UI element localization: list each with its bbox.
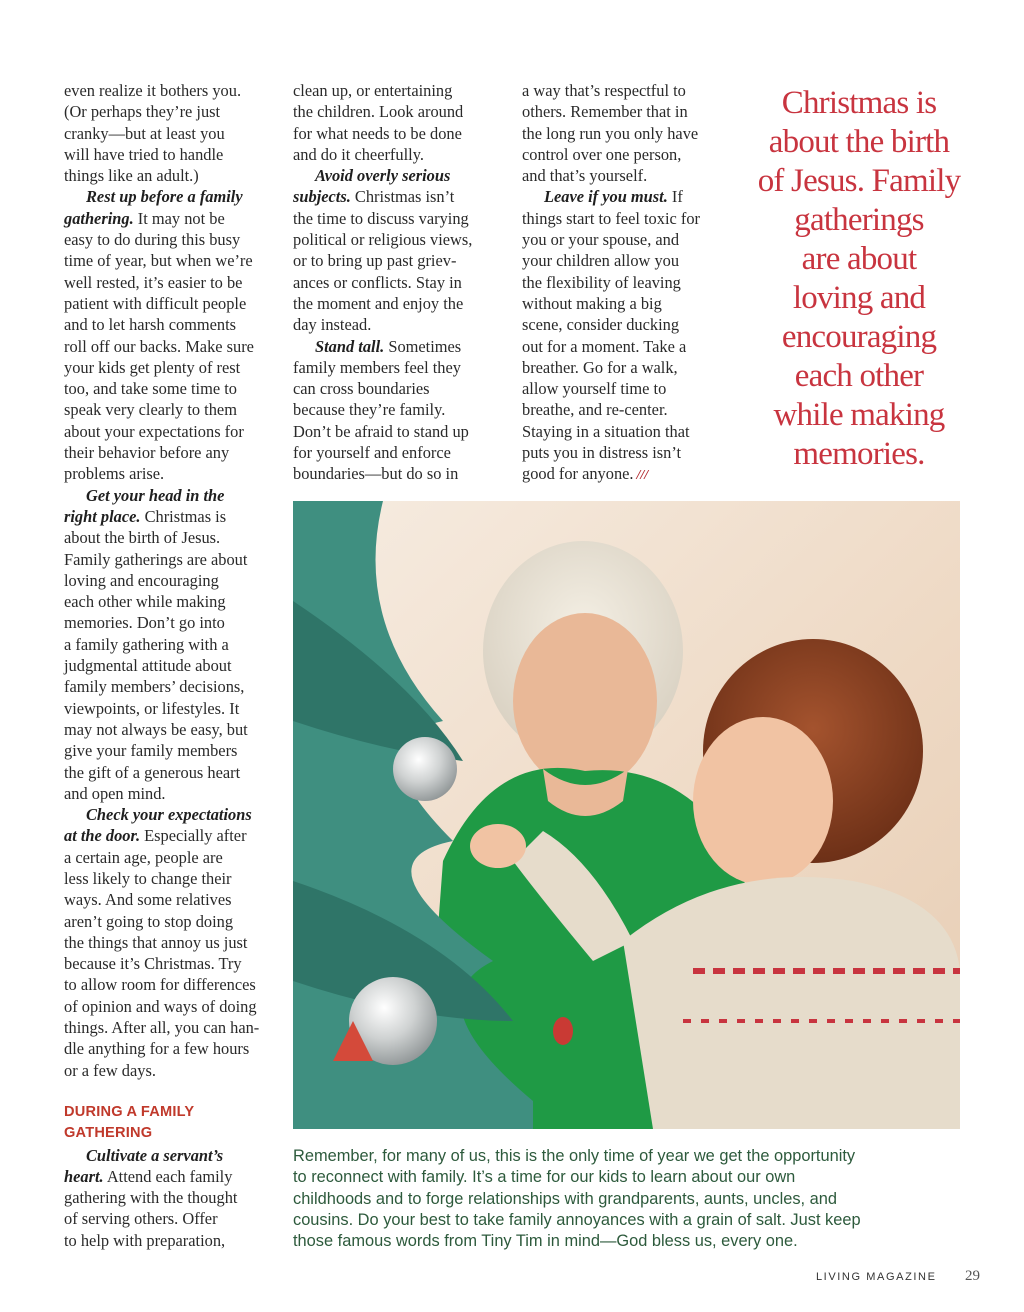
body-line: ways. And some relatives (64, 890, 232, 910)
body-line: ances or conflicts. Stay in (293, 272, 462, 292)
body-line: allow yourself time to (522, 379, 667, 399)
body-line: dle anything for a few hours (64, 1039, 250, 1059)
body-line: and open mind. (64, 783, 166, 803)
body-line: to help with preparation, (64, 1230, 226, 1250)
spacer (64, 1081, 278, 1102)
body-line: things start to feel toxic for (522, 208, 700, 228)
pull-quote-line: encouraging (781, 319, 937, 355)
body-line: the flexibility of leaving (522, 272, 681, 292)
pull-quote-line: loving and (792, 280, 926, 316)
body-text: Christmas isn’t (350, 187, 455, 207)
body-line: and that’s yourself. (522, 166, 648, 186)
pull-quote-line: about the birth (768, 124, 950, 160)
body-line: and do it cheerfully. (293, 144, 424, 164)
caption-line: Remember, for many of us, this is the only time of year we get the opportunity (293, 1147, 856, 1165)
body-line: their behavior before any (64, 443, 230, 463)
body-line: scene, consider ducking (522, 315, 680, 335)
caption-line: to reconnect with family. It’s a time for our kids to learn about our own (293, 1168, 796, 1187)
body-line: memories. Don’t go into (64, 613, 225, 633)
subhead-servant: Cultivate a servant’s (86, 1145, 224, 1165)
body-line: Staying in a situation that (522, 421, 690, 441)
subhead-stand: Stand tall. (315, 336, 385, 356)
body-text: Especially after (140, 826, 247, 846)
body-text: good for anyone. (522, 464, 634, 484)
body-line: even realize it bothers you. (64, 81, 242, 100)
body-line: may not always be easy, but (64, 719, 248, 739)
caption-line: those famous words from Tiny Tim in mind—God bless us, every one. (293, 1232, 798, 1251)
body-text: If (667, 187, 683, 207)
body-line (293, 186, 505, 207)
body-line (64, 208, 278, 229)
pull-quote-line: each other (794, 358, 924, 394)
body-line: family members’ decisions, (64, 677, 245, 697)
body-line: a way that’s respectful to (522, 81, 686, 100)
body-line: breather. Go for a walk, (522, 357, 678, 377)
subhead-avoid-cont: subjects. (293, 187, 351, 207)
subhead-leave: Leave if you must. (544, 187, 668, 207)
body-line: problems arise. (64, 464, 165, 484)
body-text: Attend each family (103, 1166, 233, 1186)
pull-quote-line: are about (801, 241, 917, 277)
body-line: roll off our backs. Make sure (64, 336, 254, 356)
pull-quote-line: while making (773, 397, 945, 433)
page-footer (816, 1268, 980, 1286)
subhead-rest-up: Rest up before a family (86, 187, 243, 207)
subhead-line (64, 186, 278, 207)
body-line: less likely to change their (64, 868, 232, 888)
body-line: family members feel they (293, 357, 461, 377)
body-line: give your family members (64, 741, 238, 761)
article-column-3 (522, 80, 736, 487)
body-line: things like an adult.) (64, 166, 199, 186)
body-line: because they’re family. (293, 400, 446, 420)
subhead-line (64, 804, 278, 825)
body-line (293, 336, 505, 357)
body-line: viewpoints, or lifestyles. It (64, 698, 240, 718)
section-heading: DURING A FAMILY (64, 1103, 195, 1120)
body-line: patient with difficult people (64, 293, 247, 313)
body-line: Don’t be afraid to stand up (293, 421, 469, 441)
subhead-check-cont: at the door. (64, 826, 141, 846)
body-line: each other while making (64, 592, 226, 612)
body-line: for what needs to be done (293, 123, 462, 143)
subhead-avoid: Avoid overly serious (315, 166, 451, 186)
body-line (522, 186, 736, 207)
body-line: can cross boundaries (293, 379, 430, 399)
subhead-head-right-cont: right place. (64, 506, 141, 526)
body-line (64, 825, 278, 846)
article-column-1 (64, 80, 278, 1251)
body-text: Sometimes (384, 336, 462, 356)
body-line: easy to do during this busy (64, 230, 241, 250)
body-line: time of year, but when we’re (64, 251, 253, 271)
body-line: the long run you only have (522, 123, 699, 143)
body-line: loving and encouraging (64, 570, 219, 590)
subhead-line (293, 165, 505, 186)
body-line: will have tried to handle (64, 144, 224, 164)
body-line: the children. Look around (293, 102, 464, 122)
body-line: cranky—but at least you (64, 123, 225, 143)
body-line: boundaries—but do so in (293, 464, 459, 484)
christmas-tree-photo (293, 501, 960, 1129)
body-line: the moment and enjoy the (293, 293, 464, 313)
body-line: puts you in distress isn’t (522, 443, 682, 463)
subhead-line (64, 485, 278, 506)
body-line: out for a moment. Take a (522, 336, 687, 356)
body-line: aren’t going to stop doing (64, 911, 234, 931)
body-line: your kids get plenty of rest (64, 357, 241, 377)
pull-quote-line: memories. (793, 436, 925, 472)
section-heading-cont: GATHERING (64, 1125, 153, 1142)
article-column-2 (293, 80, 505, 485)
body-line: you or your spouse, and (522, 230, 680, 250)
end-mark: /// (636, 468, 649, 484)
body-text: It may not be (133, 208, 225, 228)
caption-line: childhoods and to forge relationships with grandparents, aunts, uncles, and (293, 1189, 837, 1208)
body-line: and to let harsh comments (64, 315, 237, 335)
body-line: judgmental attitude about (64, 656, 232, 676)
body-line: the time to discuss varying (293, 208, 469, 228)
subhead-check: Check your expectations (86, 805, 252, 825)
pull-quote-line: of Jesus. Family (757, 163, 961, 199)
body-line: Family gatherings are about (64, 549, 248, 569)
body-line: (Or perhaps they’re just (64, 102, 221, 122)
body-line (64, 506, 278, 527)
body-line: your children allow you (522, 251, 680, 271)
subhead-line (64, 1145, 278, 1166)
body-line: things. After all, you can han- (64, 1018, 260, 1038)
body-line: the things that annoy us just (64, 932, 248, 952)
body-line: a certain age, people are (64, 847, 223, 867)
photo-caption (293, 1146, 973, 1252)
body-line: breathe, and re-center. (522, 400, 668, 420)
body-line: others. Remember that in (522, 102, 688, 122)
body-text: Christmas is (140, 506, 227, 526)
subhead-head-right: Get your head in the (86, 485, 225, 505)
subhead-servant-cont: heart. (64, 1166, 104, 1186)
pull-quote (752, 84, 966, 474)
pull-quote-line: Christmas is (781, 85, 937, 121)
body-line: or to bring up past griev- (293, 251, 457, 271)
body-line: because it’s Christmas. Try (64, 954, 242, 974)
body-line: well rested, it’s easier to be (64, 272, 243, 292)
page-number: 29 (965, 1268, 980, 1285)
body-line: without making a big (522, 293, 662, 313)
body-line: day instead. (293, 315, 372, 335)
body-line: or a few days. (64, 1060, 156, 1080)
magazine-name: LIVING MAGAZINE (815, 1270, 937, 1283)
pull-quote-line: gatherings (794, 202, 924, 238)
body-line: a family gathering with a (64, 634, 229, 654)
body-line (522, 463, 736, 486)
body-line: clean up, or entertaining (293, 81, 453, 100)
body-line: about the birth of Jesus. (64, 528, 221, 548)
body-line: for yourself and enforce (293, 443, 451, 463)
body-line: of serving others. Offer (64, 1209, 218, 1229)
body-line (64, 1166, 278, 1187)
body-line: to allow room for differences (64, 975, 256, 995)
body-line: gathering with the thought (64, 1188, 238, 1208)
body-line: political or religious views, (293, 230, 473, 250)
body-line: speak very clearly to them (64, 400, 237, 420)
photo-illustration (293, 501, 960, 1129)
subhead-rest-up-cont: gathering. (64, 208, 134, 228)
body-line: control over one person, (522, 144, 682, 164)
caption-line: cousins. Do your best to take family annoyances with a grain of salt. Just keep (293, 1210, 861, 1229)
body-line: too, and take some time to (64, 379, 237, 399)
body-line: of opinion and ways of doing (64, 996, 257, 1016)
body-line: about your expectations for (64, 421, 244, 441)
body-line: the gift of a generous heart (64, 762, 241, 782)
